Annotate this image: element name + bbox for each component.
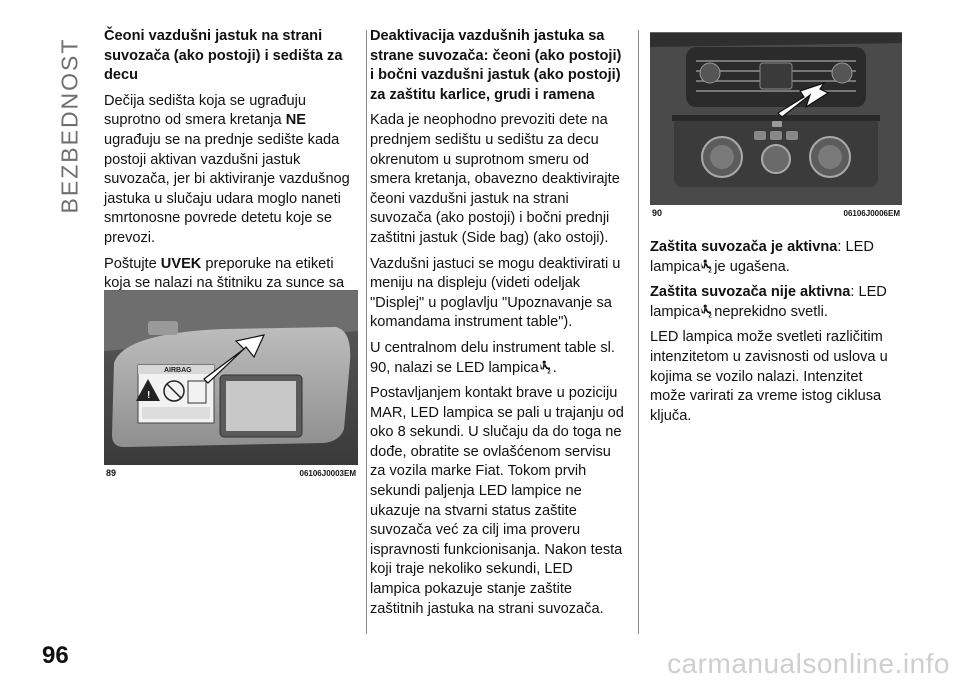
paragraph: Poštujte UVEK preporuke na etiketi koja se nalazi na štitniku za sunce sa: [104, 255, 345, 292]
chapter-side-title: BEZBEDNOST: [56, 37, 83, 213]
column-2: [370, 27, 626, 625]
figure-number: 89: [106, 468, 117, 478]
page-number: 96: [42, 642, 69, 669]
paragraph: Vazdušni jastuci se mogu deaktivirati u meniju na displeju (videti odeljak "Displej" u poglavlju "Upoznavanje sa komandama instrument table").: [370, 255, 621, 331]
section-heading: Čeoni vazdušni jastuk na strani suvozača (ako postoji) i sedišta za decu: [104, 28, 343, 84]
status-inactive-paragraph: Zaštita suvozača nije aktivna: LED lampica neprekidno svetli.: [650, 284, 887, 320]
figure-90: [650, 32, 902, 232]
column-3: [650, 238, 902, 432]
status-active-paragraph: Zaštita suvozača je aktivna: LED lampica je ugašena.: [650, 239, 874, 275]
passenger-airbag-led-icon: [700, 304, 714, 318]
column-1: [104, 27, 356, 319]
paragraph: Dečija sedišta koja se ugrađuju suprotno od smera kretanja NE ugrađuju se na prednje sedište kada postoji aktivan vazdušni jastuk suvozača, jer bi aktiviranje vazdušnog jastuka u slučaju udara moglo naneti smrtonosne povrede detetu koje se prevozi.: [104, 92, 350, 246]
section-heading: Deaktivacija vazdušnih jastuka sa strane suvozača: čeoni (ako postoji) i bočni vazdušni jastuk (ako postoji) za zaštitu karlice, grudi i ramena: [370, 28, 622, 103]
column-divider: [366, 30, 367, 634]
figure-code: 06106J0003EM: [299, 469, 356, 478]
paragraph: U centralnom delu instrument table sl. 90, nalazi se LED lampica .: [370, 339, 615, 376]
dashboard-photo: [650, 32, 902, 205]
figure-code: 06106J0006EM: [843, 209, 900, 218]
svg-text:AIRBAG: AIRBAG: [164, 367, 192, 374]
figure-89: [104, 290, 358, 490]
passenger-airbag-led-icon: [700, 259, 714, 273]
svg-text:!: !: [147, 390, 151, 401]
column-divider: [638, 30, 639, 634]
paragraph: LED lampica može svetleti različitim intenzitetom u zavisnosti od uslova u kojima se vozilo nalazi. Intenzitet može varirati za vreme istog ciklusa ključa.: [650, 329, 888, 424]
figure-number: 90: [652, 208, 663, 218]
watermark-text: carmanualsonline.info: [667, 648, 950, 679]
passenger-airbag-led-icon: [539, 360, 553, 374]
paragraph: Postavljanjem kontakt brave u poziciju MAR, LED lampica se pali u trajanju od oko 8 sekundi. U slučaju da do toga ne dođe, obratite se ovlašćenom servisu za vozila marke Fiat. Tokom prvih sekundi paljenja LED lampice ne ukazuje na stvarni status zaštite suvozača već za cilj ima proveru ispravnosti funkcionisanja. Nakon testa koji traje nekoliko sekundi, LED lampica pokazuje stanje zaštite zaštitnih jastuka na strani suvozača.: [370, 385, 624, 617]
sun-visor-photo: [104, 290, 358, 465]
paragraph: Kada je neophodno prevoziti dete na prednjem sedištu u sedištu za decu okrenutom u suprotnom smeru od smera kretanja, obavezno deaktivirajte čeoni vazdušni jastuk na strani suvozača (ako postoji) i bočni prednji zaštitni jastuk (Side bag) (ako ostoji).: [370, 112, 620, 246]
